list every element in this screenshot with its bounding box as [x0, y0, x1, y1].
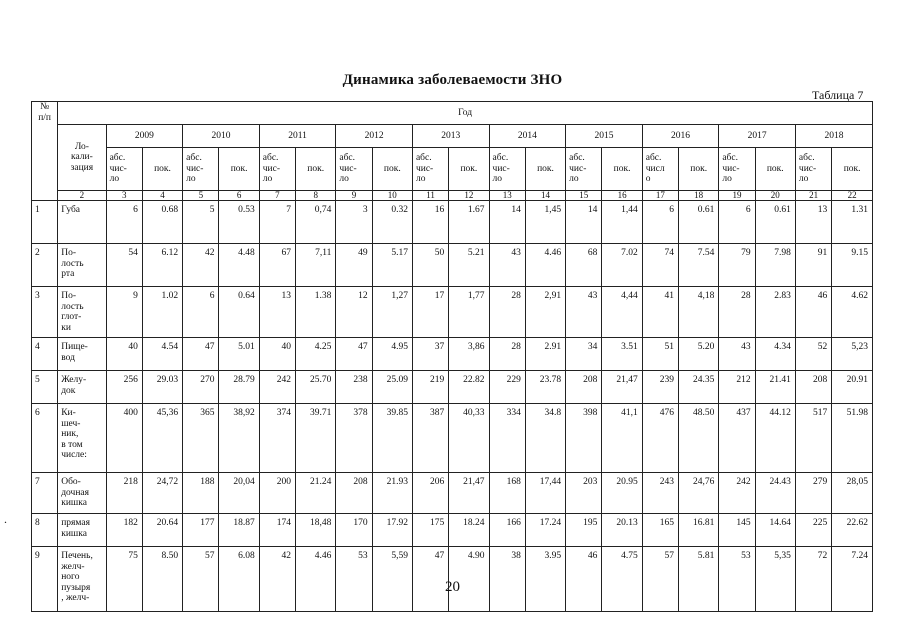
row-number: 3 [32, 287, 58, 338]
cell-abs: 229 [489, 371, 525, 404]
cell-abs: 400 [106, 404, 142, 473]
cell-abs: 13 [795, 201, 831, 244]
cell-rate: 23.78 [525, 371, 565, 404]
cell-abs: 195 [566, 514, 602, 547]
cell-abs: 334 [489, 404, 525, 473]
cell-abs: 43 [719, 338, 755, 371]
header-abs-number: абс. чис- ло [106, 148, 142, 191]
stray-mark: . [4, 512, 7, 526]
cell-rate: 1.02 [142, 287, 182, 338]
cell-abs: 219 [412, 371, 448, 404]
header-rate: пок. [219, 148, 259, 191]
cell-rate: 20.64 [142, 514, 182, 547]
page-title: Динамика заболеваемости ЗНО [342, 72, 563, 88]
header-year-2018: 2018 [795, 125, 872, 148]
cell-rate: 24.43 [755, 473, 795, 514]
cell-abs: 238 [336, 371, 372, 404]
cell-abs: 67 [259, 244, 295, 287]
header-abs-number: абс. чис- ло [412, 148, 448, 191]
cell-abs: 47 [183, 338, 219, 371]
cell-rate: 9.15 [832, 244, 873, 287]
column-number: 2 [58, 191, 106, 201]
cell-rate: 4.46 [525, 244, 565, 287]
header-localization: Ло- кали- зация [58, 125, 106, 191]
row-localization: Желу- док [58, 371, 106, 404]
header-year-2015: 2015 [566, 125, 643, 148]
cell-abs: 239 [642, 371, 678, 404]
cell-abs: 38 [489, 547, 525, 612]
cell-rate: 25.09 [372, 371, 412, 404]
row-number: 8 [32, 514, 58, 547]
cell-abs: 16 [412, 201, 448, 244]
cell-rate: 17,44 [525, 473, 565, 514]
header-rate: пок. [755, 148, 795, 191]
cell-rate: 4.62 [832, 287, 873, 338]
row-number: 9 [32, 547, 58, 612]
table-row [32, 244, 873, 287]
cell-abs: 218 [106, 473, 142, 514]
column-number: 10 [372, 191, 412, 201]
cell-rate: 28,05 [832, 473, 873, 514]
cell-rate: 29.03 [142, 371, 182, 404]
cell-rate: 7.02 [602, 244, 642, 287]
table-label: Таблица 7 [812, 88, 864, 102]
header-abs-number: абс. чис- ло [489, 148, 525, 191]
cell-abs: 6 [183, 287, 219, 338]
cell-rate: 3.95 [525, 547, 565, 612]
cell-rate: 0.61 [755, 201, 795, 244]
header-abs-number: абс. чис- ло [566, 148, 602, 191]
column-number: 17 [642, 191, 678, 201]
row-localization: Пище- вод [58, 338, 106, 371]
header-rate: пок. [142, 148, 182, 191]
cell-rate: 1.31 [832, 201, 873, 244]
row-localization: Ки- шеч- ник, в том числе: [58, 404, 106, 473]
cell-rate: 5,23 [832, 338, 873, 371]
column-number: 13 [489, 191, 525, 201]
cell-rate: 18.87 [219, 514, 259, 547]
cell-rate: 18,48 [296, 514, 336, 547]
cell-rate: 34.8 [525, 404, 565, 473]
cell-abs: 14 [566, 201, 602, 244]
cell-rate: 7.24 [832, 547, 873, 612]
cell-abs: 28 [719, 287, 755, 338]
cell-abs: 68 [566, 244, 602, 287]
cell-abs: 9 [106, 287, 142, 338]
cell-rate: 20.95 [602, 473, 642, 514]
cell-rate: 24,76 [679, 473, 719, 514]
cell-rate: 4.25 [296, 338, 336, 371]
header-year-2009: 2009 [106, 125, 183, 148]
cell-abs: 46 [795, 287, 831, 338]
column-number: 8 [296, 191, 336, 201]
cell-abs: 43 [566, 287, 602, 338]
table-row [32, 338, 873, 371]
table-row [32, 473, 873, 514]
cell-abs: 91 [795, 244, 831, 287]
cell-rate: 7,11 [296, 244, 336, 287]
row-localization: По- лость глот- ки [58, 287, 106, 338]
cell-abs: 54 [106, 244, 142, 287]
header-rate: пок. [296, 148, 336, 191]
cell-rate: 16.81 [679, 514, 719, 547]
cell-rate: 39.71 [296, 404, 336, 473]
cell-abs: 34 [566, 338, 602, 371]
cell-rate: 51.98 [832, 404, 873, 473]
header-year-2017: 2017 [719, 125, 796, 148]
cell-rate: 0,74 [296, 201, 336, 244]
column-number: 12 [449, 191, 489, 201]
cell-rate: 20.91 [832, 371, 873, 404]
cell-abs: 378 [336, 404, 372, 473]
cell-abs: 174 [259, 514, 295, 547]
cell-abs: 7 [259, 201, 295, 244]
cell-abs: 182 [106, 514, 142, 547]
cell-abs: 165 [642, 514, 678, 547]
cell-abs: 437 [719, 404, 755, 473]
row-localization: Губа [58, 201, 106, 244]
cell-rate: 21,47 [449, 473, 489, 514]
column-number: 5 [183, 191, 219, 201]
cell-abs: 170 [336, 514, 372, 547]
cell-abs: 374 [259, 404, 295, 473]
cell-rate: 41,1 [602, 404, 642, 473]
column-number: 21 [795, 191, 831, 201]
cell-abs: 49 [336, 244, 372, 287]
cell-abs: 208 [566, 371, 602, 404]
cell-rate: 48.50 [679, 404, 719, 473]
cell-rate: 5.01 [219, 338, 259, 371]
header-year-2016: 2016 [642, 125, 719, 148]
cell-rate: 2.83 [755, 287, 795, 338]
column-number: 15 [566, 191, 602, 201]
cell-rate: 20.13 [602, 514, 642, 547]
cell-abs: 53 [336, 547, 372, 612]
incidence-table [31, 101, 873, 612]
cell-rate: 39.85 [372, 404, 412, 473]
cell-rate: 4,44 [602, 287, 642, 338]
cell-rate: 0.53 [219, 201, 259, 244]
column-number: 3 [106, 191, 142, 201]
cell-abs: 53 [719, 547, 755, 612]
cell-abs: 12 [336, 287, 372, 338]
cell-abs: 74 [642, 244, 678, 287]
cell-rate: 21.24 [296, 473, 336, 514]
cell-abs: 57 [642, 547, 678, 612]
cell-rate: 4.54 [142, 338, 182, 371]
cell-rate: 4.75 [602, 547, 642, 612]
header-abs-number: абс. чис- ло [795, 148, 831, 191]
header-rate: пок. [372, 148, 412, 191]
cell-rate: 1,44 [602, 201, 642, 244]
cell-rate: 21.93 [372, 473, 412, 514]
cell-abs: 40 [106, 338, 142, 371]
cell-rate: 2,91 [525, 287, 565, 338]
cell-rate: 4.34 [755, 338, 795, 371]
cell-abs: 398 [566, 404, 602, 473]
cell-rate: 24.35 [679, 371, 719, 404]
cell-rate: 5,35 [755, 547, 795, 612]
cell-abs: 42 [183, 244, 219, 287]
cell-rate: 1,77 [449, 287, 489, 338]
cell-rate: 0.61 [679, 201, 719, 244]
cell-rate: 38,92 [219, 404, 259, 473]
cell-abs: 365 [183, 404, 219, 473]
cell-abs: 206 [412, 473, 448, 514]
row-localization: По- лость рта [58, 244, 106, 287]
cell-rate: 44.12 [755, 404, 795, 473]
cell-rate: 6.08 [219, 547, 259, 612]
header-year-2010: 2010 [183, 125, 260, 148]
cell-abs: 177 [183, 514, 219, 547]
column-number: 7 [259, 191, 295, 201]
cell-abs: 188 [183, 473, 219, 514]
column-number: 22 [832, 191, 873, 201]
cell-abs: 279 [795, 473, 831, 514]
header-num: № п/п [32, 102, 58, 201]
cell-rate: 22.62 [832, 514, 873, 547]
cell-rate: 20,04 [219, 473, 259, 514]
cell-abs: 208 [795, 371, 831, 404]
cell-abs: 6 [642, 201, 678, 244]
header-year-2011: 2011 [259, 125, 336, 148]
cell-rate: 1.38 [296, 287, 336, 338]
cell-abs: 41 [642, 287, 678, 338]
header-year-2013: 2013 [412, 125, 489, 148]
header-year-2012: 2012 [336, 125, 413, 148]
header-abs-number: абс. чис- ло [336, 148, 372, 191]
table-row [32, 287, 873, 338]
cell-abs: 79 [719, 244, 755, 287]
cell-abs: 46 [566, 547, 602, 612]
cell-rate: 8.50 [142, 547, 182, 612]
cell-abs: 6 [719, 201, 755, 244]
page-number: 20 [445, 579, 460, 595]
row-number: 7 [32, 473, 58, 514]
cell-abs: 50 [412, 244, 448, 287]
column-number: 4 [142, 191, 182, 201]
header-rate: пок. [525, 148, 565, 191]
header-abs-number: абс. числ о [642, 148, 678, 191]
header-abs-number: абс. чис- ло [183, 148, 219, 191]
column-number: 11 [412, 191, 448, 201]
cell-abs: 43 [489, 244, 525, 287]
table-row [32, 404, 873, 473]
table-row [32, 371, 873, 404]
column-number: 14 [525, 191, 565, 201]
cell-abs: 517 [795, 404, 831, 473]
header-year-2014: 2014 [489, 125, 566, 148]
cell-abs: 47 [336, 338, 372, 371]
column-number: 19 [719, 191, 755, 201]
cell-abs: 476 [642, 404, 678, 473]
cell-abs: 42 [259, 547, 295, 612]
cell-abs: 28 [489, 287, 525, 338]
header-abs-number: абс. чис- ло [259, 148, 295, 191]
row-localization: Печень, желч- ного пузыря , желч- [58, 547, 106, 612]
cell-abs: 14 [489, 201, 525, 244]
cell-rate: 3,86 [449, 338, 489, 371]
cell-rate: 6.12 [142, 244, 182, 287]
row-number: 2 [32, 244, 58, 287]
cell-abs: 208 [336, 473, 372, 514]
cell-abs: 3 [336, 201, 372, 244]
cell-abs: 225 [795, 514, 831, 547]
cell-abs: 5 [183, 201, 219, 244]
cell-abs: 37 [412, 338, 448, 371]
cell-rate: 0.64 [219, 287, 259, 338]
cell-rate: 4.48 [219, 244, 259, 287]
column-number: 9 [336, 191, 372, 201]
table-row [32, 514, 873, 547]
cell-rate: 1,45 [525, 201, 565, 244]
cell-abs: 256 [106, 371, 142, 404]
cell-rate: 24,72 [142, 473, 182, 514]
cell-rate: 17.92 [372, 514, 412, 547]
cell-rate: 1,27 [372, 287, 412, 338]
cell-rate: 5.21 [449, 244, 489, 287]
cell-abs: 212 [719, 371, 755, 404]
cell-abs: 51 [642, 338, 678, 371]
row-localization: Обо- дочная кишка [58, 473, 106, 514]
header-rate: пок. [602, 148, 642, 191]
cell-rate: 4,18 [679, 287, 719, 338]
row-number: 6 [32, 404, 58, 473]
header-rate: пок. [449, 148, 489, 191]
cell-abs: 387 [412, 404, 448, 473]
cell-rate: 18.24 [449, 514, 489, 547]
row-number: 4 [32, 338, 58, 371]
header-year: Год [58, 102, 873, 125]
cell-abs: 270 [183, 371, 219, 404]
column-number: 16 [602, 191, 642, 201]
cell-abs: 72 [795, 547, 831, 612]
header-rate: пок. [832, 148, 873, 191]
cell-rate: 14.64 [755, 514, 795, 547]
row-number: 5 [32, 371, 58, 404]
cell-rate: 4.95 [372, 338, 412, 371]
cell-abs: 57 [183, 547, 219, 612]
cell-rate: 28.79 [219, 371, 259, 404]
cell-abs: 145 [719, 514, 755, 547]
cell-abs: 203 [566, 473, 602, 514]
cell-abs: 6 [106, 201, 142, 244]
cell-abs: 28 [489, 338, 525, 371]
cell-rate: 45,36 [142, 404, 182, 473]
row-localization: прямая кишка [58, 514, 106, 547]
cell-abs: 166 [489, 514, 525, 547]
cell-rate: 17.24 [525, 514, 565, 547]
cell-rate: 4.90 [449, 547, 489, 612]
cell-rate: 25.70 [296, 371, 336, 404]
column-number: 18 [679, 191, 719, 201]
header-rate: пок. [679, 148, 719, 191]
row-number: 1 [32, 201, 58, 244]
cell-rate: 4.46 [296, 547, 336, 612]
cell-abs: 242 [719, 473, 755, 514]
cell-rate: 21.41 [755, 371, 795, 404]
cell-abs: 175 [412, 514, 448, 547]
cell-abs: 40 [259, 338, 295, 371]
cell-abs: 13 [259, 287, 295, 338]
cell-abs: 75 [106, 547, 142, 612]
cell-rate: 3.51 [602, 338, 642, 371]
cell-abs: 168 [489, 473, 525, 514]
cell-rate: 5,59 [372, 547, 412, 612]
column-number: 20 [755, 191, 795, 201]
cell-rate: 2.91 [525, 338, 565, 371]
cell-rate: 1.67 [449, 201, 489, 244]
cell-rate: 0.68 [142, 201, 182, 244]
table-row [32, 201, 873, 244]
cell-abs: 52 [795, 338, 831, 371]
cell-rate: 5.81 [679, 547, 719, 612]
cell-abs: 47 [412, 547, 448, 612]
cell-rate: 7.54 [679, 244, 719, 287]
cell-abs: 17 [412, 287, 448, 338]
cell-rate: 0.32 [372, 201, 412, 244]
cell-rate: 5.17 [372, 244, 412, 287]
column-number: 6 [219, 191, 259, 201]
cell-rate: 40,33 [449, 404, 489, 473]
cell-rate: 21,47 [602, 371, 642, 404]
cell-abs: 242 [259, 371, 295, 404]
cell-abs: 200 [259, 473, 295, 514]
cell-rate: 7.98 [755, 244, 795, 287]
cell-rate: 5.20 [679, 338, 719, 371]
header-abs-number: абс. чис- ло [719, 148, 755, 191]
cell-abs: 243 [642, 473, 678, 514]
cell-rate: 22.82 [449, 371, 489, 404]
